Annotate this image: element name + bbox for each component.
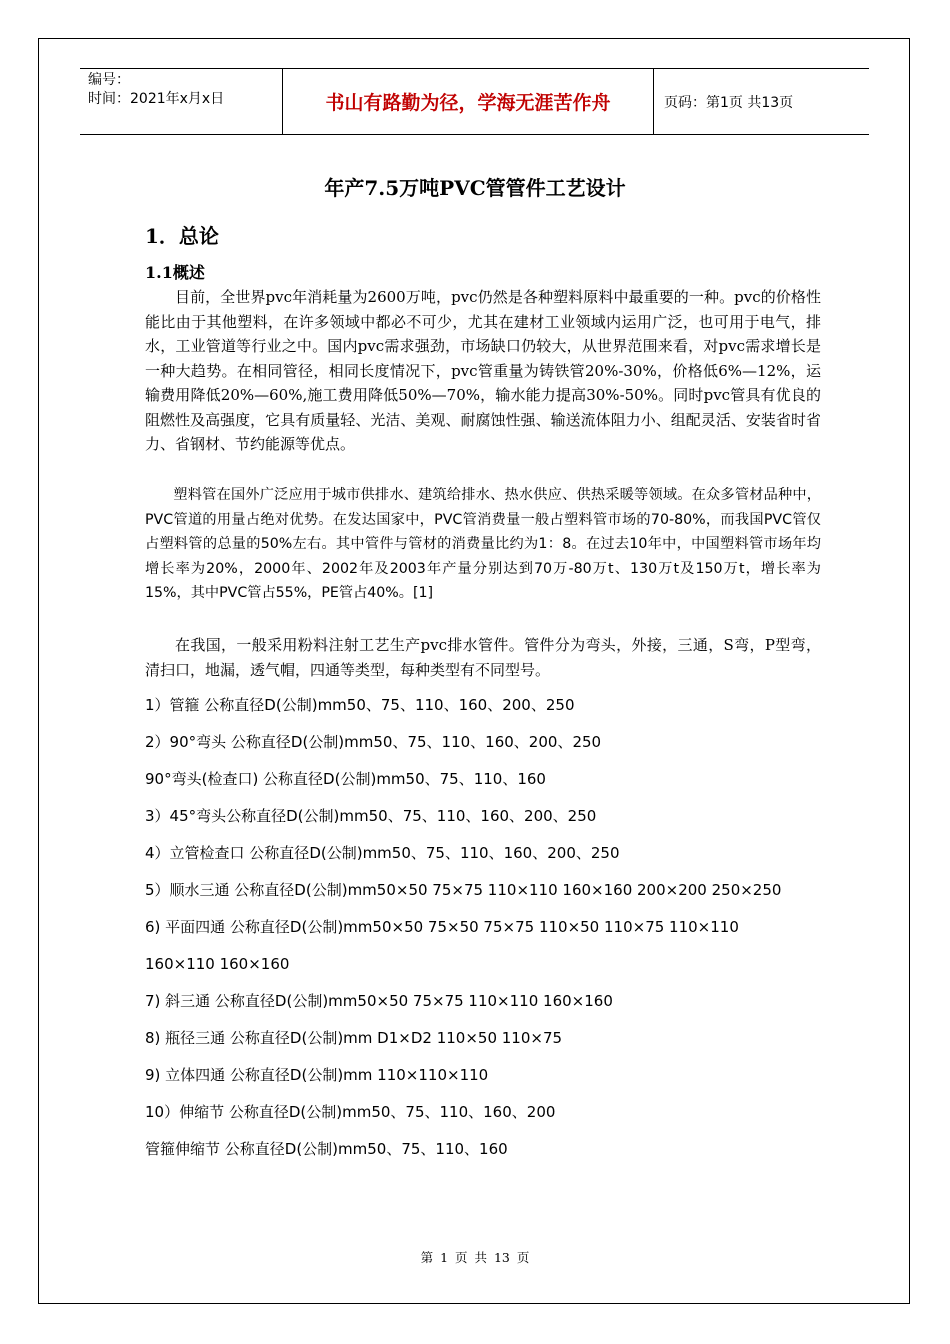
list-item: 160×110 160×160 bbox=[145, 955, 290, 973]
list-item: 5）顺水三通 公称直径D(公制)mm50×50 75×75 110×110 160×160 200×200 250×250 bbox=[145, 881, 782, 899]
header-table bbox=[80, 68, 869, 135]
list-item: 管箍伸缩节 公称直径D(公制)mm50、75、110、160 bbox=[145, 1140, 508, 1158]
header-page-info: 页码：第1页 共13页 bbox=[664, 94, 794, 111]
header-meta-cell bbox=[80, 69, 282, 134]
list-item: 3）45°弯头公称直径D(公制)mm50、75、110、160、200、250 bbox=[145, 807, 597, 825]
section-heading: 1．总论 bbox=[145, 224, 219, 248]
document-title: 年产7.5万吨PVC管管件工艺设计 bbox=[324, 176, 626, 200]
list-item: 7) 斜三通 公称直径D(公制)mm50×50 75×75 110×110 160×160 bbox=[145, 992, 613, 1010]
subsection-heading: 1.1概述 bbox=[145, 263, 205, 282]
fitting-list bbox=[145, 693, 821, 1174]
header-motto: 书山有路勤为径，学海无涯苦作舟 bbox=[282, 69, 654, 134]
list-item: 9) 立体四通 公称直径D(公制)mm 110×110×110 bbox=[145, 1066, 489, 1084]
list-item: 4）立管检查口 公称直径D(公制)mm50、75、110、160、200、250 bbox=[145, 844, 620, 862]
number-label: 编号： bbox=[88, 72, 130, 88]
list-item: 6) 平面四通 公称直径D(公制)mm50×50 75×50 75×75 110×50 110×75 110×110 bbox=[145, 918, 739, 936]
list-item: 2）90°弯头 公称直径D(公制)mm50、75、110、160、200、250 bbox=[145, 733, 602, 751]
list-item: 1）管箍 公称直径D(公制)mm50、75、110、160、200、250 bbox=[145, 696, 575, 714]
list-item: 90°弯头(检查口) 公称直径D(公制)mm50、75、110、160 bbox=[145, 770, 546, 788]
paragraph-fitting-types: 在我国，一般采用粉料注射工艺生产pvc排水管件。管件分为弯头，外接，三通，S弯，P型弯，清扫口，地漏，透气帽，四通等类型，每种类型有不同型号。 bbox=[145, 636, 821, 679]
list-item: 8) 瓶径三通 公称直径D(公制)mm D1×D2 110×50 110×75 bbox=[145, 1029, 563, 1047]
page-footer: 第 1 页 共 13 页 bbox=[420, 1250, 530, 1265]
paragraph-market: 塑料管在国外广泛应用于城市供排水、建筑给排水、热水供应、供热采暖等领域。在众多管材品种中，PVC管道的用量占绝对优势。在发达国家中，PVC管消费量一般占塑料管市场的70-80%，而我国PVC管仅占塑料管的总量的50%左右。其中管件与管材的消费量比约为1：8。在过去10年中，中国塑料管市场年均增长率为20%，2000年、2002年及2003年产量分别达到70万-80万t、130万t及150万t，增长率为15%，其中PVC管占55%，PE管占40%。[1] bbox=[145, 487, 821, 601]
paragraph-overview: 目前，全世界pvc年消耗量为2600万吨，pvc仍然是各种塑料原料中最重要的一种。pvc的价格性能比由于其他塑料，在许多领域中都必不可少，尤其在建材工业领域内运用广泛，也可用于电气，排水，工业管道等行业之中。国内pvc需求强劲，市场缺口仍较大，从世界范围来看，对pvc需求增长是一种大趋势。在相同管径，相同长度情况下，pvc管重量为铸铁管20%-30%，价格低6%—12%，运输费用降低20%—60%,施工费用降低50%—70%，输水能力提高30%-50%。同时pvc管具有优良的阻燃性及高强度，它具有质量轻、光洁、美观、耐腐蚀性强、输送流体阻力小、组配灵活、安装省时省力、省钢材、节约能源等优点。 bbox=[145, 288, 821, 453]
list-item: 10）伸缩节 公称直径D(公制)mm50、75、110、160、200 bbox=[145, 1103, 556, 1121]
time-label: 时间：2021年x月x日 bbox=[88, 91, 225, 107]
